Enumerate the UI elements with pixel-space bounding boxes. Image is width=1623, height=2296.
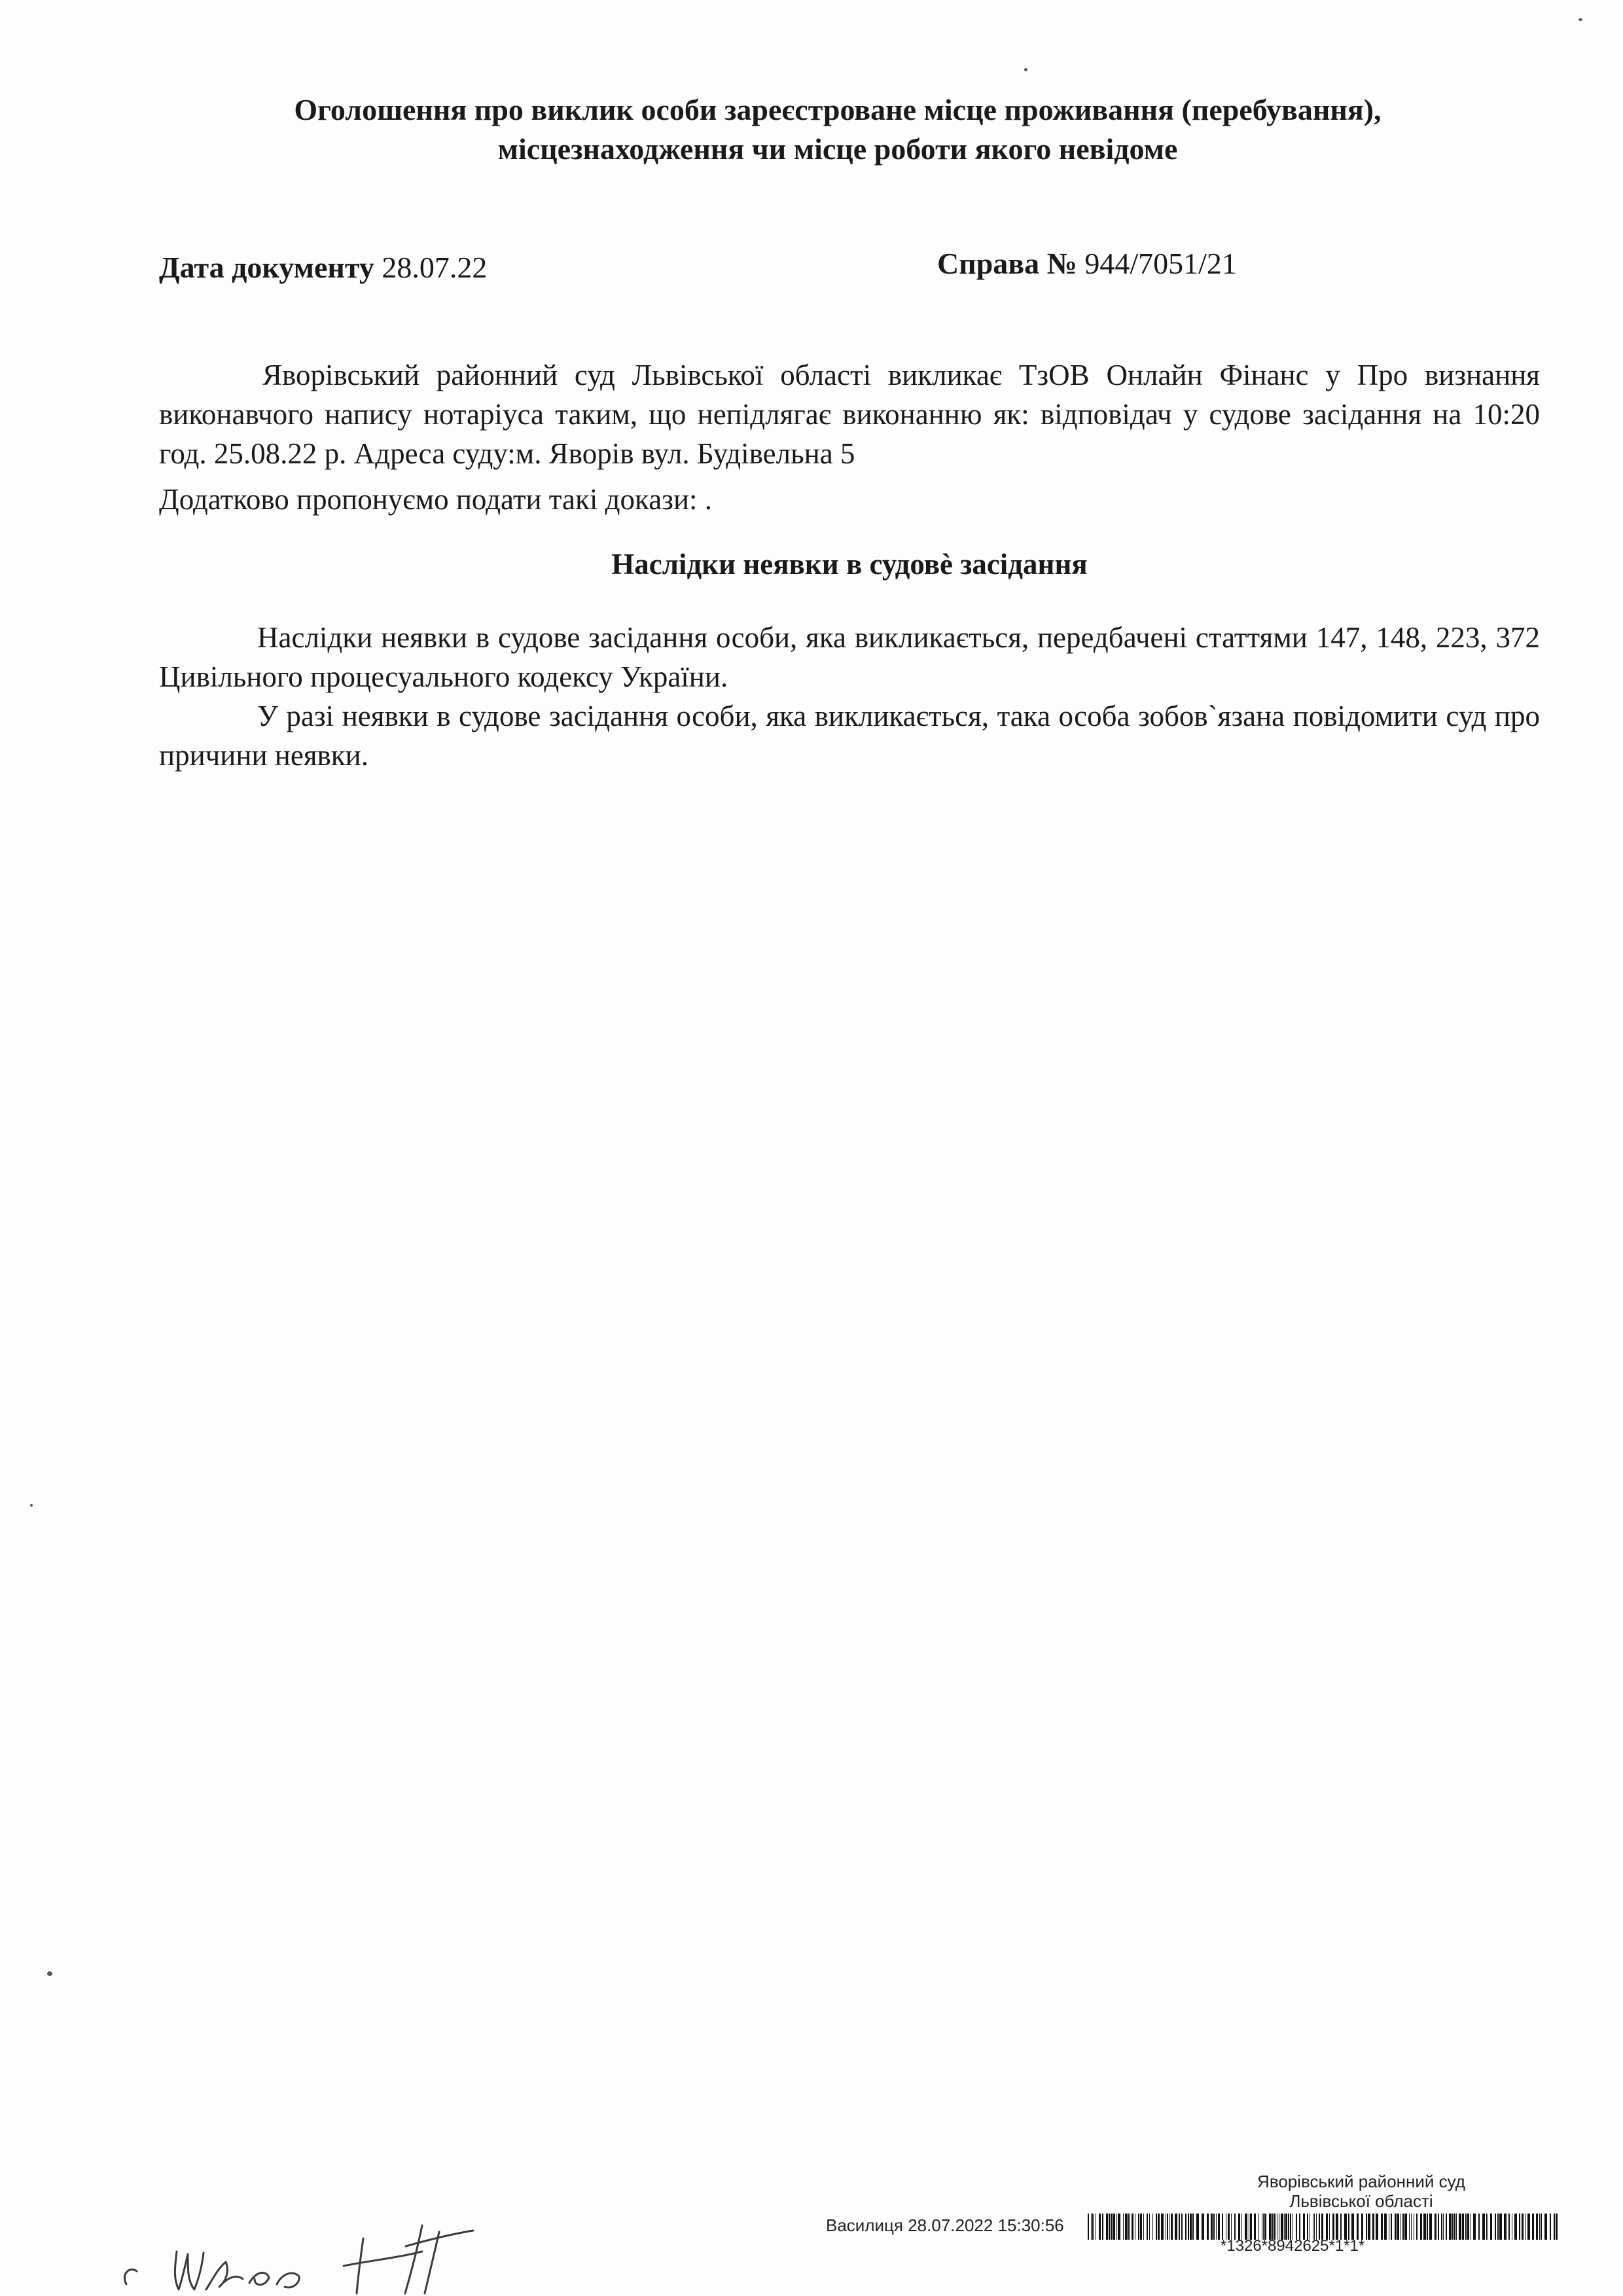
barcode-bar: [1329, 2214, 1330, 2240]
barcode-bar: [1522, 2214, 1524, 2240]
barcode-bar: [1196, 2214, 1199, 2240]
barcode-bar: [1411, 2214, 1412, 2240]
barcode-bar: [1482, 2214, 1485, 2240]
barcode-bar: [1116, 2214, 1117, 2240]
barcode-bar: [1519, 2214, 1520, 2240]
barcode-bar: [1128, 2214, 1130, 2240]
scan-speck: [30, 1504, 33, 1507]
barcode-bar: [1211, 2214, 1213, 2240]
evidence-paragraph: Додатково пропонуємо подати такі докази: .: [159, 483, 713, 516]
barcode-bar: [1384, 2214, 1387, 2240]
barcode-bar: [1218, 2214, 1220, 2240]
barcode-bar: [1132, 2214, 1133, 2240]
barcode-bar: [1250, 2214, 1252, 2240]
barcode-bar: [1258, 2214, 1259, 2240]
barcode-bar: [1241, 2214, 1242, 2240]
barcode-bar: [1434, 2214, 1435, 2240]
barcode-bar: [1514, 2214, 1517, 2240]
handwritten-signature: [115, 2206, 560, 2296]
court-name-line-1: Яворівський районний суд: [1257, 2172, 1465, 2191]
barcode-bar: [1125, 2214, 1128, 2240]
barcode-bar: [1175, 2214, 1177, 2240]
case-label: Справа №: [937, 247, 1077, 280]
barcode-bar: [1497, 2214, 1499, 2240]
barcode-bar: [1222, 2214, 1223, 2240]
barcode-bar: [1274, 2214, 1275, 2240]
barcode-bar: [1123, 2214, 1124, 2240]
barcode-bar: [1397, 2214, 1399, 2240]
scan-speck: [47, 1971, 52, 1976]
barcode-bar: [1106, 2214, 1108, 2240]
consequences-section: [159, 618, 1540, 775]
barcode-bar: [1429, 2214, 1432, 2240]
barcode-bar: [1272, 2214, 1274, 2240]
title-line-2: місцезнаходження чи місце роботи якого невідоме: [497, 132, 1178, 166]
barcode-bar: [1525, 2214, 1526, 2240]
barcode: [1088, 2214, 1558, 2240]
barcode-bar: [1216, 2214, 1217, 2240]
barcode-bar: [1147, 2214, 1148, 2240]
date-label: Дата документу: [159, 251, 374, 284]
barcode-bar: [1499, 2214, 1502, 2240]
barcode-bar: [1290, 2214, 1291, 2240]
barcode-bar: [1161, 2214, 1164, 2240]
barcode-bar: [1143, 2214, 1144, 2240]
barcode-bar: [1490, 2214, 1492, 2240]
barcode-bar: [1478, 2214, 1480, 2240]
barcode-bar: [1202, 2214, 1204, 2240]
barcode-bar: [1467, 2214, 1469, 2240]
barcode-bar: [1156, 2214, 1157, 2240]
barcode-bar: [1438, 2214, 1439, 2240]
barcode-bar: [1376, 2214, 1378, 2240]
barcode-bar: [1263, 2214, 1264, 2240]
barcode-bar: [1541, 2214, 1542, 2240]
barcode-bar: [1179, 2214, 1180, 2240]
barcode-bar: [1462, 2214, 1464, 2240]
barcode-bar: [1326, 2214, 1328, 2240]
barcode-bar: [1391, 2214, 1392, 2240]
barcode-bar: [1416, 2214, 1418, 2240]
barcode-bar: [1228, 2214, 1230, 2240]
barcode-bar: [1508, 2214, 1510, 2240]
barcode-bar: [1284, 2214, 1285, 2240]
barcode-bar: [1443, 2214, 1444, 2240]
barcode-bar: [1171, 2214, 1173, 2240]
barcode-bar: [1152, 2214, 1153, 2240]
barcode-bar: [1381, 2214, 1383, 2240]
barcode-bar: [1556, 2214, 1558, 2240]
barcode-bar: [1446, 2214, 1447, 2240]
barcode-bar: [1207, 2214, 1209, 2240]
barcode-bar: [1118, 2214, 1120, 2240]
barcode-bar: [1554, 2214, 1555, 2240]
barcode-bar: [1192, 2214, 1194, 2240]
barcode-bar: [1368, 2214, 1370, 2240]
barcode-bar: [1234, 2214, 1236, 2240]
barcode-bar: [1238, 2214, 1240, 2240]
barcode-bar: [1167, 2214, 1168, 2240]
barcode-bar: [1532, 2214, 1534, 2240]
barcode-bar: [1285, 2214, 1287, 2240]
barcode-bar: [1099, 2214, 1101, 2240]
barcode-bar: [1158, 2214, 1160, 2240]
scan-speck: [1024, 68, 1027, 71]
barcode-bar: [1340, 2214, 1342, 2240]
barcode-bar: [1486, 2214, 1487, 2240]
barcode-bar: [1473, 2214, 1476, 2240]
barcode-bar: [1140, 2214, 1142, 2240]
barcode-bar: [1420, 2214, 1422, 2240]
barcode-bar: [1404, 2214, 1407, 2240]
consequences-paragraph-2: У разі неявки в судове засідання особи, яка викликається, така особа зобов`язана повідомити суд про причини неявки.: [159, 700, 1540, 772]
barcode-number: *1326*8942625*1*1*: [1221, 2237, 1365, 2255]
barcode-bar: [1402, 2214, 1404, 2240]
barcode-bar: [1366, 2214, 1367, 2240]
barcode-bar: [1409, 2214, 1410, 2240]
barcode-bar: [1269, 2214, 1272, 2240]
barcode-bar: [1092, 2214, 1094, 2240]
barcode-bar: [1113, 2214, 1115, 2240]
title-line-1: Оголошення про виклик особи зареєстроване місце проживання (перебування),: [294, 93, 1382, 126]
barcode-bar: [1536, 2214, 1538, 2240]
court-name-stamp: [1198, 2172, 1525, 2211]
barcode-bar: [1332, 2214, 1334, 2240]
barcode-bar: [1361, 2214, 1363, 2240]
barcode-bar: [1213, 2214, 1215, 2240]
barcode-bar: [1299, 2214, 1300, 2240]
barcode-bar: [1344, 2214, 1347, 2240]
document-date: [159, 250, 487, 285]
barcode-bar: [1288, 2214, 1289, 2240]
barcode-bar: [1459, 2214, 1461, 2240]
barcode-bar: [1111, 2214, 1113, 2240]
barcode-bar: [1495, 2214, 1496, 2240]
barcode-bar: [1303, 2214, 1305, 2240]
barcode-bar: [1435, 2214, 1436, 2240]
section-heading: Наслідки неявки в судовè засідання: [611, 548, 1088, 581]
barcode-bar: [1102, 2214, 1103, 2240]
barcode-bar: [1296, 2214, 1297, 2240]
barcode-bar: [1348, 2214, 1349, 2240]
barcode-bar: [1427, 2214, 1428, 2240]
barcode-bar: [1336, 2214, 1338, 2240]
barcode-bar: [1109, 2214, 1110, 2240]
barcode-bar: [1441, 2214, 1442, 2240]
barcode-bar: [1527, 2214, 1530, 2240]
barcode-bar: [1149, 2214, 1150, 2240]
barcode-bar: [1190, 2214, 1192, 2240]
barcode-bar: [1319, 2214, 1320, 2240]
barcode-bar: [1188, 2214, 1189, 2240]
court-name-line-2: Львівської області: [1289, 2191, 1433, 2211]
barcode-bar: [1456, 2214, 1457, 2240]
barcode-bar: [1504, 2214, 1507, 2240]
document-title: [216, 90, 1459, 169]
consequences-paragraph-1: Наслідки неявки в судове засідання особи, яка викликається, передбачені статтями 147, 148, 223, 372 Цивільного процесуального кодексу України.: [159, 621, 1540, 693]
barcode-bar: [1550, 2214, 1551, 2240]
scan-speck: [1578, 18, 1582, 21]
case-number: [937, 246, 1237, 281]
summons-paragraph: Яворівський районний суд Львівської області викликає ТзОВ Онлайн Фінанс у Про визнання виконавчого напису нотаріуса таким, що непідлягає виконанню як: відповідач у судове засідання на 10:20 год. 25.08.22 р. Адреса суду:м. Яворів вул. Будівельна 5: [159, 359, 1540, 470]
barcode-bar: [1544, 2214, 1547, 2240]
barcode-bar: [1264, 2214, 1266, 2240]
barcode-bar: [1314, 2214, 1315, 2240]
barcode-bar: [1231, 2214, 1232, 2240]
barcode-bar: [1372, 2214, 1374, 2240]
date-value: 28.07.22: [382, 251, 488, 284]
barcode-bar: [1454, 2214, 1455, 2240]
barcode-bar: [1088, 2214, 1089, 2240]
barcode-bar: [1357, 2214, 1359, 2240]
barcode-bar: [1254, 2214, 1256, 2240]
barcode-bar: [1181, 2214, 1183, 2240]
barcode-bar: [1307, 2214, 1308, 2240]
barcode-bar: [1281, 2214, 1283, 2240]
barcode-bar: [1185, 2214, 1186, 2240]
barcode-bar: [1395, 2214, 1397, 2240]
barcode-bar: [1452, 2214, 1454, 2240]
case-value: 944/7051/21: [1084, 247, 1237, 280]
barcode-bar: [1449, 2214, 1452, 2240]
barcode-bar: [1316, 2214, 1317, 2240]
barcode-bar: [1138, 2214, 1139, 2240]
barcode-bar: [1321, 2214, 1323, 2240]
barcode-bar: [1423, 2214, 1426, 2240]
registrar-timestamp: Василиця 28.07.2022 15:30:56: [826, 2215, 1064, 2235]
barcode-bar: [1465, 2214, 1467, 2240]
barcode-bar: [1091, 2214, 1092, 2240]
barcode-bar: [1245, 2214, 1247, 2240]
barcode-bar: [1539, 2214, 1540, 2240]
barcode-bar: [1351, 2214, 1354, 2240]
